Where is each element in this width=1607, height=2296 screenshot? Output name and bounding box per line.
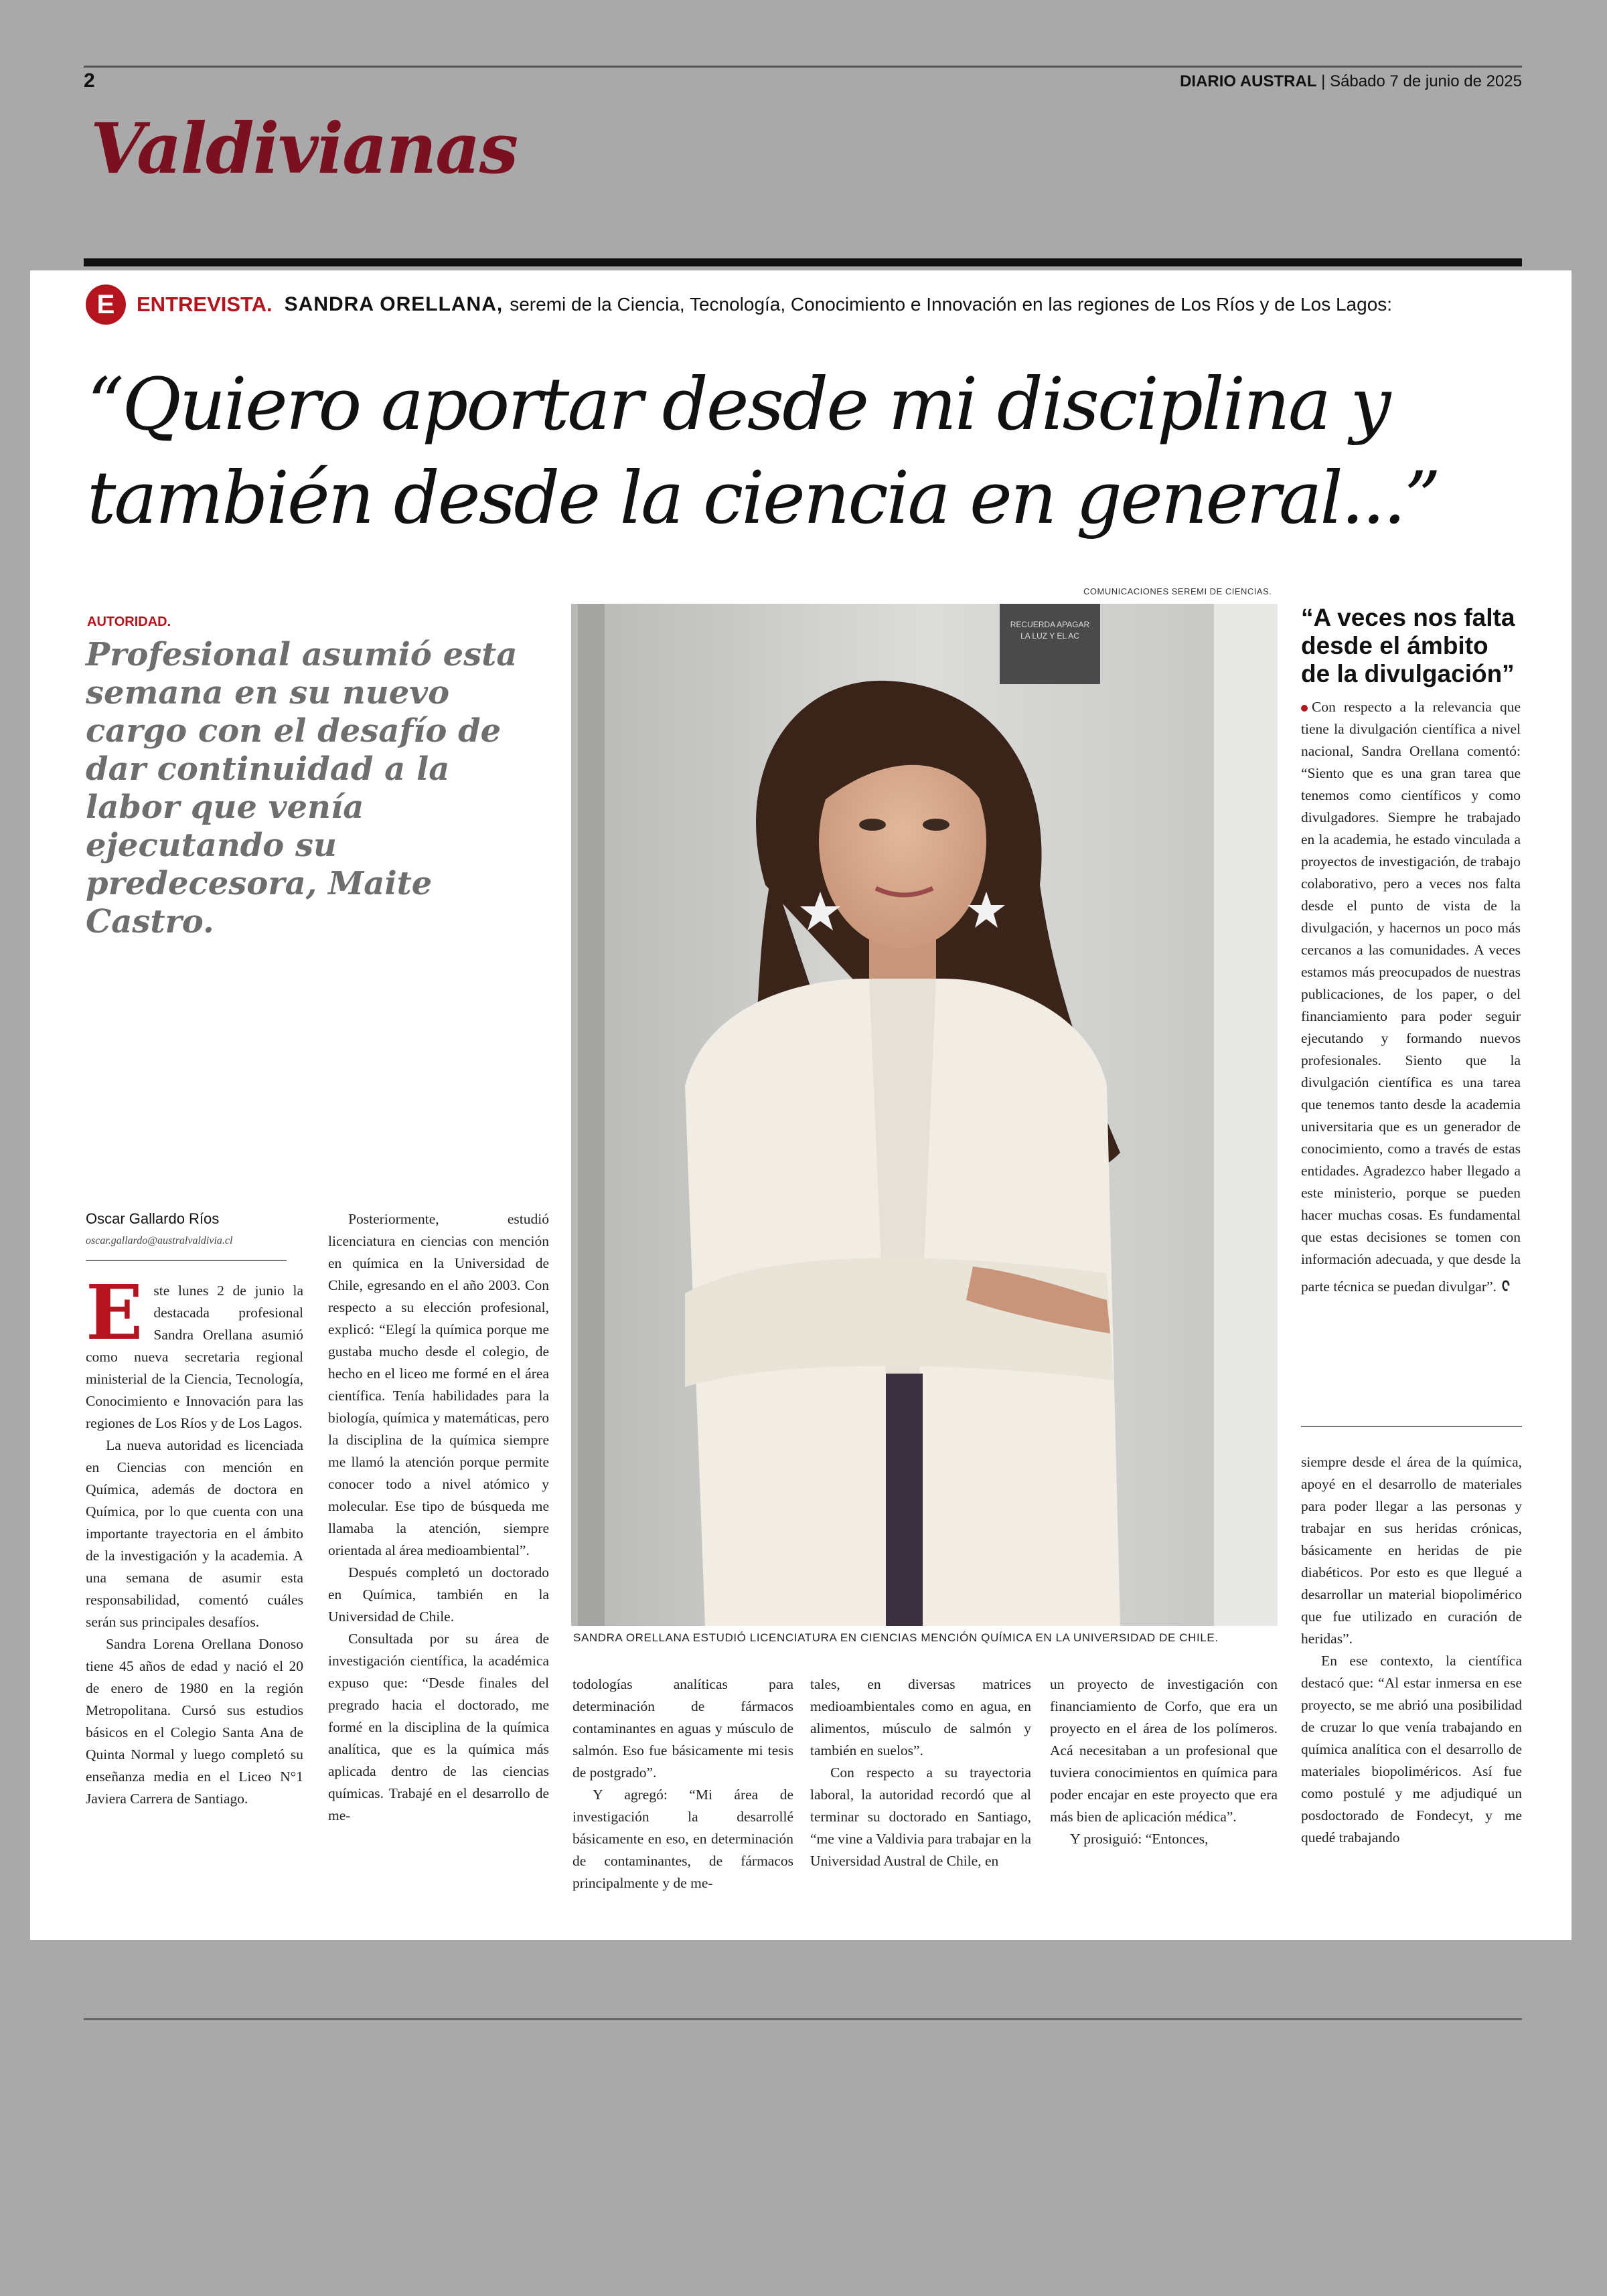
byline-rule [86, 1260, 287, 1261]
paragraph [86, 1269, 303, 1434]
paragraph: Posteriormente, estudió licenciatura en ciencias con mención en química en la Universidad de Chile, egresando en el año 2003. Con respecto a su elección profesional, explicó: “Elegí la química porque me gustaba mucho desde el colegio, de hecho en el liceo me formé en el área científica. Tenía habilidades para la biología, química y matemáticas, pero la disciplina de la química siempre me llamó la atención porque permite conocer todo a nivel atómico y molecular. Ese tipo de búsqueda me llamaba la atención, siempre orientada al área medioambiental”. [328, 1211, 549, 1558]
section-rule [84, 258, 1522, 266]
photo-credit: COMUNICACIONES SEREMI DE CIENCIAS. [1083, 586, 1272, 596]
paragraph: siempre desde el área de la química, apoyé en el desarrollo de materiales para poder llegar a las personas y trabajar en sus heridas crónicas, básicamente en heridas de pie diabéticos. Por esto es que llegué a desarrollar un material biopolimérico que fue utilizado en curación de heridas”. [1301, 1454, 1522, 1647]
article-column-5 [1050, 1673, 1278, 1850]
wall-sign-text: RECUERDA APAGAR [1010, 620, 1090, 629]
wall-sign [1000, 604, 1100, 684]
paragraph: Sandra Lorena Orellana Donoso tiene 45 años de edad y nació el 20 de enero de 1980 en la región Metropolitana. Cursó sus estudios básicos en el Colegio Santa Ana de Quinta Normal y luego completó su enseñanza media en el Liceo N°1 Javiera Carrera de Santiago. [86, 1636, 303, 1807]
paragraph: Consultada por su área de investigación científica, la académica expuso que: “Desde finales del pregrado hacia el doctorado, me formé en la disciplina de la química analítica, que es la química más aplicada dentro de las ciencias químicas. Trabajé en el desarrollo de me- [328, 1631, 549, 1823]
article-column-1 [86, 1269, 303, 1810]
paragraph-text: ste lunes 2 de junio la destacada profesional Sandra Orellana asumió como nueva secretaria regional ministerial de la Ciencia, Tecnología, Conocimiento e Innovación para las regiones de Los Ríos y de Los Lagos. [86, 1283, 303, 1431]
kicker-label: ENTREVISTA. [137, 293, 273, 316]
page-number: 2 [84, 70, 95, 92]
drop-cap: E [86, 1269, 143, 1357]
article-column-6 [1301, 1451, 1522, 1849]
section-title: Valdivianas [90, 107, 518, 189]
kicker-description: seremi de la Ciencia, Tecnología, Conocimiento e Innovación en las regiones de Los Ríos y de Los Lagos: [510, 294, 1393, 315]
sidebar-title: “A veces nos falta desde el ámbito de la divulgación” [1301, 604, 1515, 687]
portrait-photo [571, 604, 1278, 1626]
paragraph: La nueva autoridad es licenciada en Ciencias con mención en Química, además de doctora en Química, por lo que cuenta con una importante trayectoria en el ámbito de la investigación y la academia. A una semana de asumir esta responsabilidad, comentó cuáles serán sus principales desafíos. [86, 1437, 303, 1630]
newspaper-name: DIARIO AUSTRAL [1180, 72, 1317, 90]
bullet-icon [1301, 705, 1308, 712]
article-column-4 [810, 1673, 1031, 1872]
byline-author: Oscar Gallardo Ríos [86, 1210, 220, 1227]
end-mark-icon: ᢗ [1501, 1278, 1511, 1295]
masthead: DIARIO AUSTRAL | Sábado 7 de junio de 2025 [1180, 72, 1522, 90]
issue-date: Sábado 7 de junio de 2025 [1330, 72, 1522, 90]
wall-sign-text: LA LUZ Y EL AC [1020, 631, 1079, 641]
paragraph: todologías analíticas para determinación de fármacos contaminantes en aguas y músculo de salmón. Eso fue básicamente mi tesis de postgrado”. [572, 1676, 793, 1781]
paragraph: Con respecto a su trayectoria laboral, la autoridad recordó que al terminar su doctorado en Santiago, “me vine a Valdivia para trabajar en la Universidad Austral de Chile, en [810, 1765, 1031, 1869]
article-column-2 [328, 1208, 549, 1827]
sidebar-body [1301, 696, 1521, 1298]
paragraph: Y prosiguió: “Entonces, [1070, 1831, 1209, 1847]
article-column-3 [572, 1673, 793, 1894]
deck-text: Profesional asumió esta semana en su nuevo cargo con el desafío de dar continuidad a la labor que venía ejecutando su predecesora, Maite Castro. [86, 636, 518, 940]
bottom-rule [84, 2018, 1522, 2020]
sidebar-text: Con respecto a la relevancia que tiene la divulgación científica a nivel nacional, Sandra Orellana comentó: “Siento que es una gran tarea que tenemos como científicos y como divulgadores. Siempre he trabajado en la academia, he estado vinculada a proyectos de investigación, de trabajo colaborativo, pero a veces nos falta desde el punto de vista de la divulgación, y hacernos un poco más cercanos a las comunidades. A veces estamos más preocupados de nuestras publicaciones, de los paper, o del financiamiento para poder seguir ejecutando y formando nuevos profesionales. Siento que la divulgación científica es una tarea que tenemos tanto desde la academia universitaria que es un generador de conocimiento, como a través de estas entidades. Agradezco haber llegado a este ministerio, porque se pueden hacer muchas cosas. Es fundamental que estas decisiones se tomen con información adecuada, y que desde la parte técnica se puedan divulgar”. [1301, 699, 1521, 1295]
kicker [86, 284, 1392, 325]
paragraph: Y agregó: “Mi área de investigación la desarrollé básicamente en eso, en determinación de contaminantes, de fármacos principalmente y de me- [572, 1787, 793, 1891]
paragraph: Después completó un doctorado en Química, también en la Universidad de Chile. [328, 1564, 549, 1625]
kicker-name: SANDRA ORELLANA, [284, 293, 504, 315]
top-rule [84, 66, 1522, 68]
sidebar-rule [1301, 1426, 1522, 1427]
photo-caption: SANDRA ORELLANA ESTUDIÓ LICENCIATURA EN CIENCIAS MENCIÓN QUÍMICA EN LA UNIVERSIDAD DE CHILE. [573, 1631, 1219, 1644]
interview-badge-icon: E [86, 284, 126, 325]
paragraph: un proyecto de investigación con financiamiento de Corfo, que era un proyecto en el área de los polímeros. Acá necesitaban a un profesional que tuviera conocimientos en química para poder encajar en este proyecto que era más bien de aplicación médica”. [1050, 1676, 1278, 1825]
deck-label: AUTORIDAD. [87, 614, 171, 629]
portrait-illustration [571, 604, 1278, 1626]
paragraph: tales, en diversas matrices medioambientales como en agua, en alimentos, músculo de salmón y también en suelos”. [810, 1676, 1031, 1758]
paragraph: En ese contexto, la científica destacó que: “Al estar inmersa en ese proyecto, se me abrió una posibilidad de cruzar lo que venía trabajando en química analítica con el desarrollo de materiales biopoliméricos. Así fue como postulé y me adjudiqué un posdoctorado de Fondecyt, y me quedé trabajando [1301, 1653, 1522, 1846]
headline: “Quiero aportar desde mi disciplina y también desde la ciencia en general...” [87, 363, 1440, 540]
byline-email: oscar.gallardo@australvaldivia.cl [86, 1235, 233, 1246]
